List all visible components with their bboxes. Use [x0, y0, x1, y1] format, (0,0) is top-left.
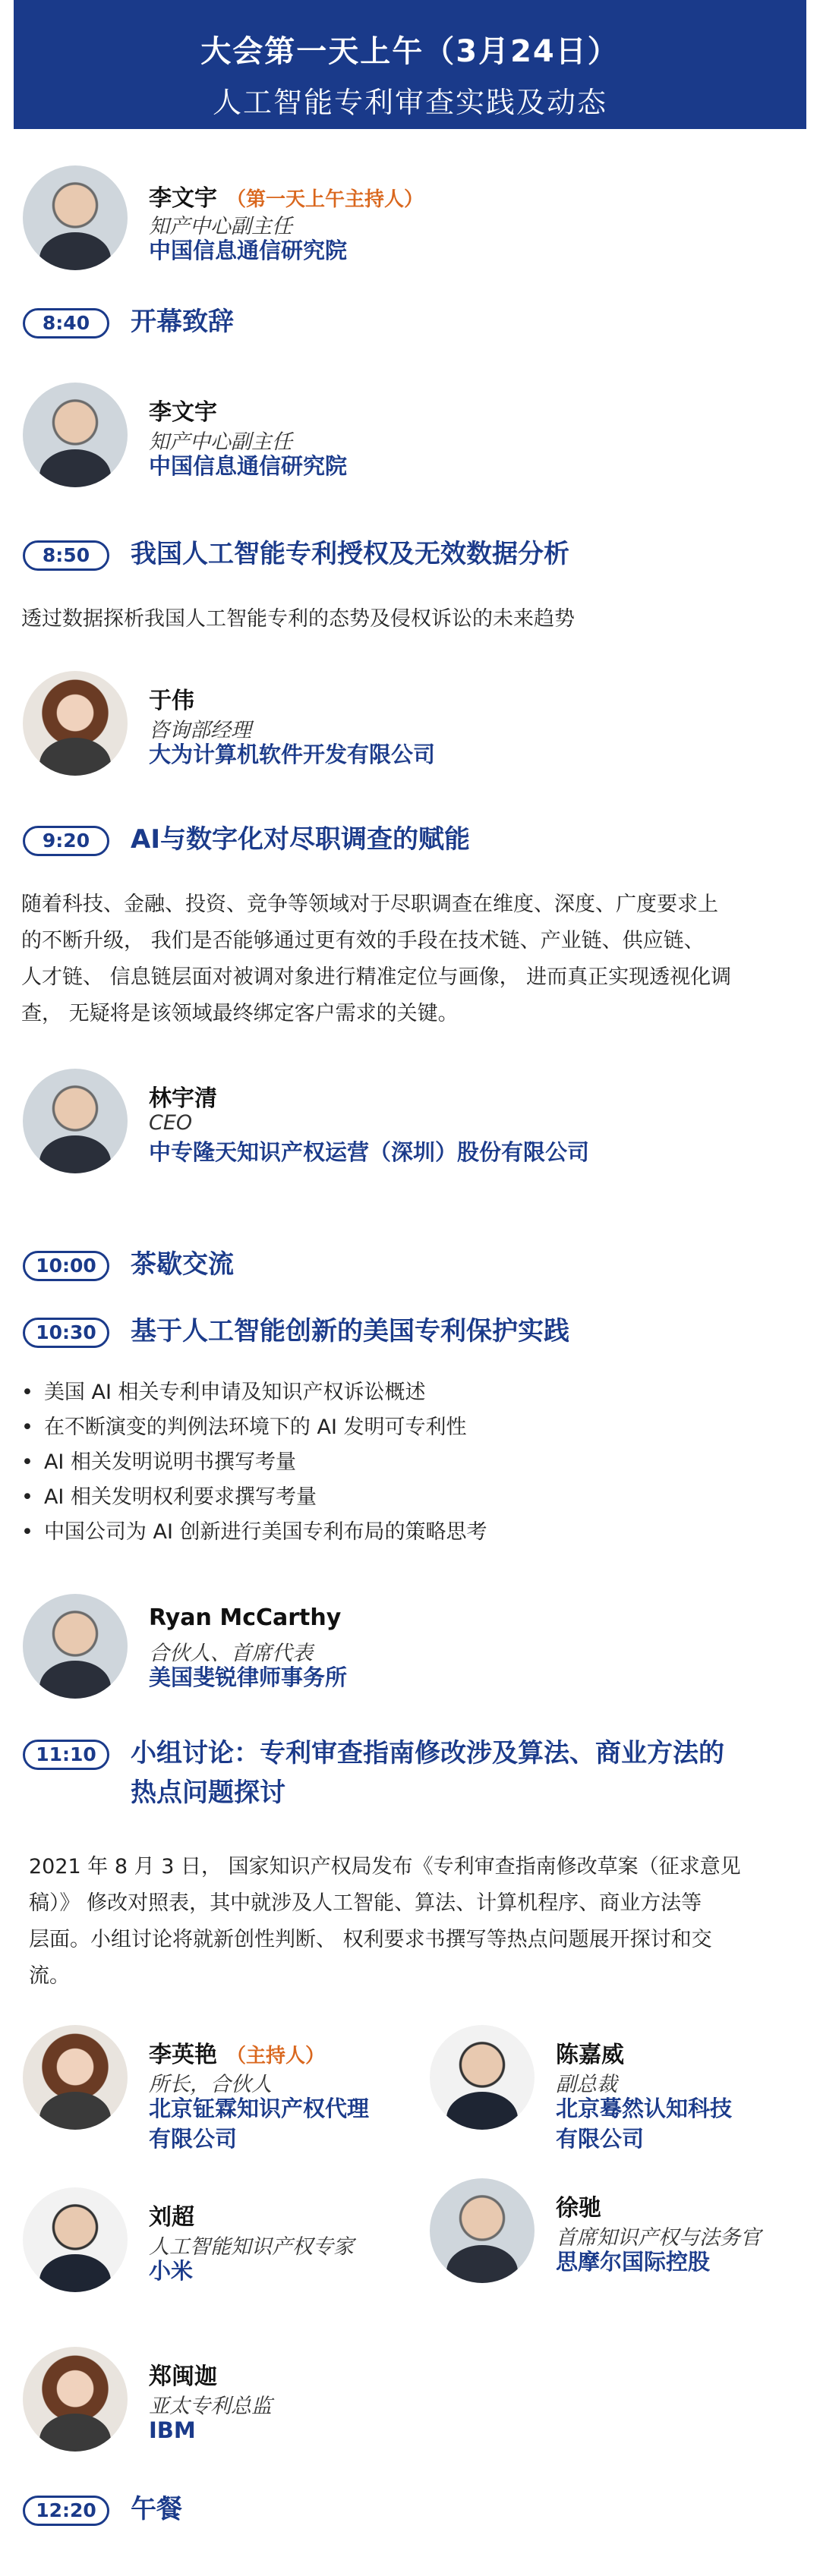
speaker-title: 合伙人、首席代表 — [149, 1642, 313, 1665]
speaker-name: 于伟 — [149, 688, 194, 714]
speaker-org: 中专隆天知识产权运营（深圳）股份有限公司 — [149, 1139, 590, 1165]
time-badge: 12:20 — [23, 2496, 109, 2526]
speaker-org: 有限公司 — [556, 2126, 645, 2152]
speaker-name: 刘超 — [149, 2204, 194, 2231]
speaker-name: 李文宇 （第一天上午主持人） — [149, 185, 424, 212]
speaker-name: 郑闽迦 — [149, 2363, 217, 2390]
time-badge: 11:10 — [23, 1740, 109, 1770]
time-badge: 10:30 — [23, 1318, 109, 1348]
host-avatar — [23, 165, 128, 270]
speaker-org: 有限公司 — [149, 2126, 238, 2152]
session-description: 透过数据探析我国人工智能专利的态势及侵权诉讼的未来趋势 — [21, 607, 575, 631]
speaker-title: 咨询部经理 — [149, 719, 251, 742]
session-description: 随着科技、金融、投资、竞争等领域对于尽职调查在维度、深度、广度要求上 的不断升级， 我们是否能够通过更有效的手段在技术链、产业链、供应链、 人才链、 信息链层面对被调对象进行精准定位与画像， 进而真正实现透视化调 查， 无疑将是该领域最终绑定客户需求的关键。 — [21, 893, 732, 1025]
speaker-title: 亚太专利总监 — [149, 2395, 272, 2418]
speaker-org: 小米 — [149, 2258, 194, 2284]
session-title: 开幕致辞 — [131, 307, 234, 337]
avatar — [23, 671, 128, 776]
speaker-org: 大为计算机软件开发有限公司 — [149, 742, 436, 767]
host-role-tag: （主持人） — [226, 2045, 326, 2067]
speaker-org: 思摩尔国际控股 — [556, 2249, 711, 2275]
speaker-title: 知产中心副主任 — [149, 215, 292, 238]
speaker-name: 陈嘉威 — [556, 2042, 624, 2068]
session-title: 基于人工智能创新的美国专利保护实践 — [131, 1316, 569, 1346]
speaker-org: 北京钲霖知识产权代理 — [149, 2096, 370, 2121]
list-item: • AI 相关发明说明书撰写考量 — [21, 1445, 487, 1480]
avatar — [23, 1594, 128, 1699]
list-item: • AI 相关发明权利要求撰写考量 — [21, 1480, 487, 1515]
day-header-date: 大会第一天上午（3月24日） — [200, 34, 620, 69]
session-title: 茶歇交流 — [131, 1249, 234, 1280]
avatar — [23, 2347, 128, 2452]
session-title: 我国人工智能专利授权及无效数据分析 — [131, 539, 569, 569]
avatar — [430, 2025, 535, 2130]
session-title: AI与数字化对尽职调查的赋能 — [131, 824, 470, 855]
list-item: • 在不断演变的判例法环境下的 AI 发明可专利性 — [21, 1410, 487, 1445]
speaker-org: 美国斐锐律师事务所 — [149, 1664, 348, 1690]
time-badge: 10:00 — [23, 1251, 109, 1281]
speaker-org: 中国信息通信研究院 — [149, 238, 348, 263]
speaker-title: 首席知识产权与法务官 — [556, 2226, 761, 2250]
day-header-theme: 人工智能专利审查实践及动态 — [212, 86, 607, 119]
speaker-org: IBM — [149, 2417, 196, 2443]
day-header — [14, 0, 806, 129]
speaker-title: CEO — [149, 1111, 193, 1135]
speaker-name: 徐驰 — [556, 2195, 601, 2222]
speaker-name: 李文宇 — [149, 399, 217, 426]
time-badge: 8:50 — [23, 540, 109, 571]
session-title-line1: 小组讨论：专利审查指南修改涉及算法、商业方法的 — [131, 1738, 724, 1768]
speaker-name: 李英艳 （主持人） — [149, 2042, 326, 2068]
speaker-name: Ryan McCarthy — [149, 1604, 342, 1631]
speaker-org: 中国信息通信研究院 — [149, 453, 348, 479]
avatar — [23, 1069, 128, 1173]
host-role-tag: （第一天上午主持人） — [226, 188, 424, 211]
session-title: 午餐 — [131, 2494, 182, 2524]
speaker-title: 人工智能知识产权专家 — [149, 2235, 354, 2259]
speaker-org: 北京蓦然认知科技 — [556, 2096, 733, 2121]
avatar — [23, 383, 128, 487]
speaker-name: 林宇清 — [149, 1085, 217, 1112]
avatar — [23, 2025, 128, 2130]
session-title-line2: 热点问题探讨 — [131, 1778, 285, 1808]
session-bullets — [21, 1375, 487, 1550]
speaker-title: 副总裁 — [556, 2073, 617, 2096]
avatar — [430, 2178, 535, 2283]
list-item: • 美国 AI 相关专利申请及知识产权诉讼概述 — [21, 1375, 487, 1410]
speaker-title: 知产中心副主任 — [149, 430, 292, 454]
speaker-title: 所长，合伙人 — [149, 2073, 272, 2096]
list-item: • 中国公司为 AI 创新进行美国专利布局的策略思考 — [21, 1515, 487, 1550]
time-badge: 8:40 — [23, 308, 109, 339]
session-description: 2021 年 8 月 3 日， 国家知识产权局发布《专利审查指南修改草案（征求意见 稿）》 修改对照表，其中就涉及人工智能、算法、计算机程序、商业方法等 层面。小组讨论将就新创性判断、 权利要求书撰写等热点问题展开探讨和交 流。 — [29, 1855, 741, 1988]
avatar — [23, 2187, 128, 2292]
time-badge: 9:20 — [23, 826, 109, 856]
